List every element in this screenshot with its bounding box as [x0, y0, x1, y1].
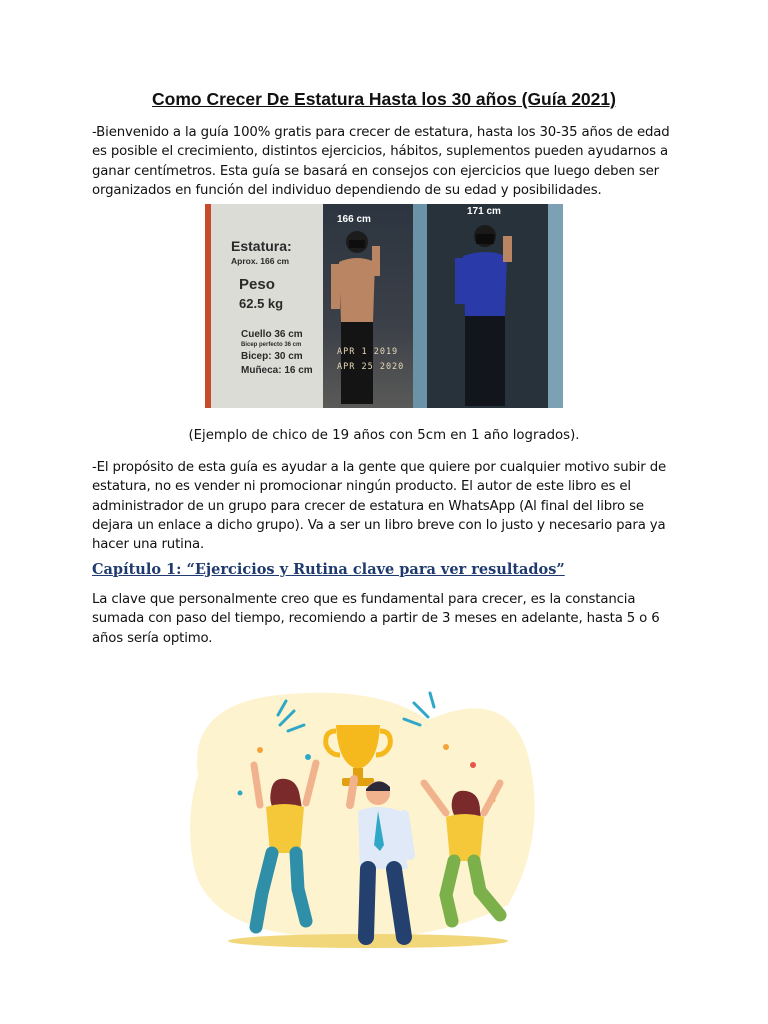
height-label-after: 171 cm [467, 206, 501, 217]
purpose-paragraph: -El propósito de esta guía es ayudar a la gente que quiere por cualquier motivo subir de estatura, no es vender ni promocionar ningún producto. El autor de este libro es el administrador de un grupo para crecer de estatura en WhatsApp (Al final del libro se dejara un enlace a dicho grupo). Va a ser un libro breve con lo justo y necesario para ya hacer una rutina. [92, 460, 667, 553]
board-title: Estatura: [231, 238, 292, 254]
comparison-photo [205, 204, 563, 408]
board-bicep: Bicep: 30 cm [241, 351, 303, 362]
height-label-before: 166 cm [337, 214, 371, 225]
person-after-figure [445, 218, 535, 408]
photo-caption: (Ejemplo de chico de 19 años con 5cm en 1 año logrados). [188, 428, 580, 443]
chapter-paragraph: La clave que personalmente creo que es fundamental para crecer, es la constancia sumada con paso del tiempo, recomiendo a partir de 3 meses en adelante, hasta 5 o 6 años sería optimo. [92, 592, 660, 646]
board-aprox: Aprox. 166 cm [231, 256, 290, 266]
photo-date-2: APR 25 2020 [337, 362, 405, 372]
document-title: Como Crecer De Estatura Hasta los 30 años (Guía 2021) [152, 89, 616, 109]
intro-paragraph: -Bienvenido a la guía 100% gratis para crecer de estatura, hasta los 30-35 años de edad es posible el crecimiento, distintos ejercicios, hábitos, suplementos pueden ayudarnos a ganar centímetros. Esta guía se basará en consejos con ejercicios que luego deben ser organizados en función del individuo dependiendo de su edad y posibilidades. [92, 125, 670, 198]
board-cuello: Cuello 36 cm [241, 329, 303, 340]
board-peso-value: 62.5 kg [239, 296, 284, 311]
board-bicep-note: Bicep perfecto 36 cm [241, 342, 302, 348]
board-peso: Peso [239, 276, 275, 293]
person-before-figure [325, 224, 405, 408]
celebration-illustration [128, 665, 590, 955]
board-muneca: Muñeca: 16 cm [241, 365, 313, 376]
photo-date-1: APR 1 2019 [337, 347, 399, 357]
chapter-heading: Capítulo 1: “Ejercicios y Rutina clave para ver resultados” [92, 561, 565, 578]
